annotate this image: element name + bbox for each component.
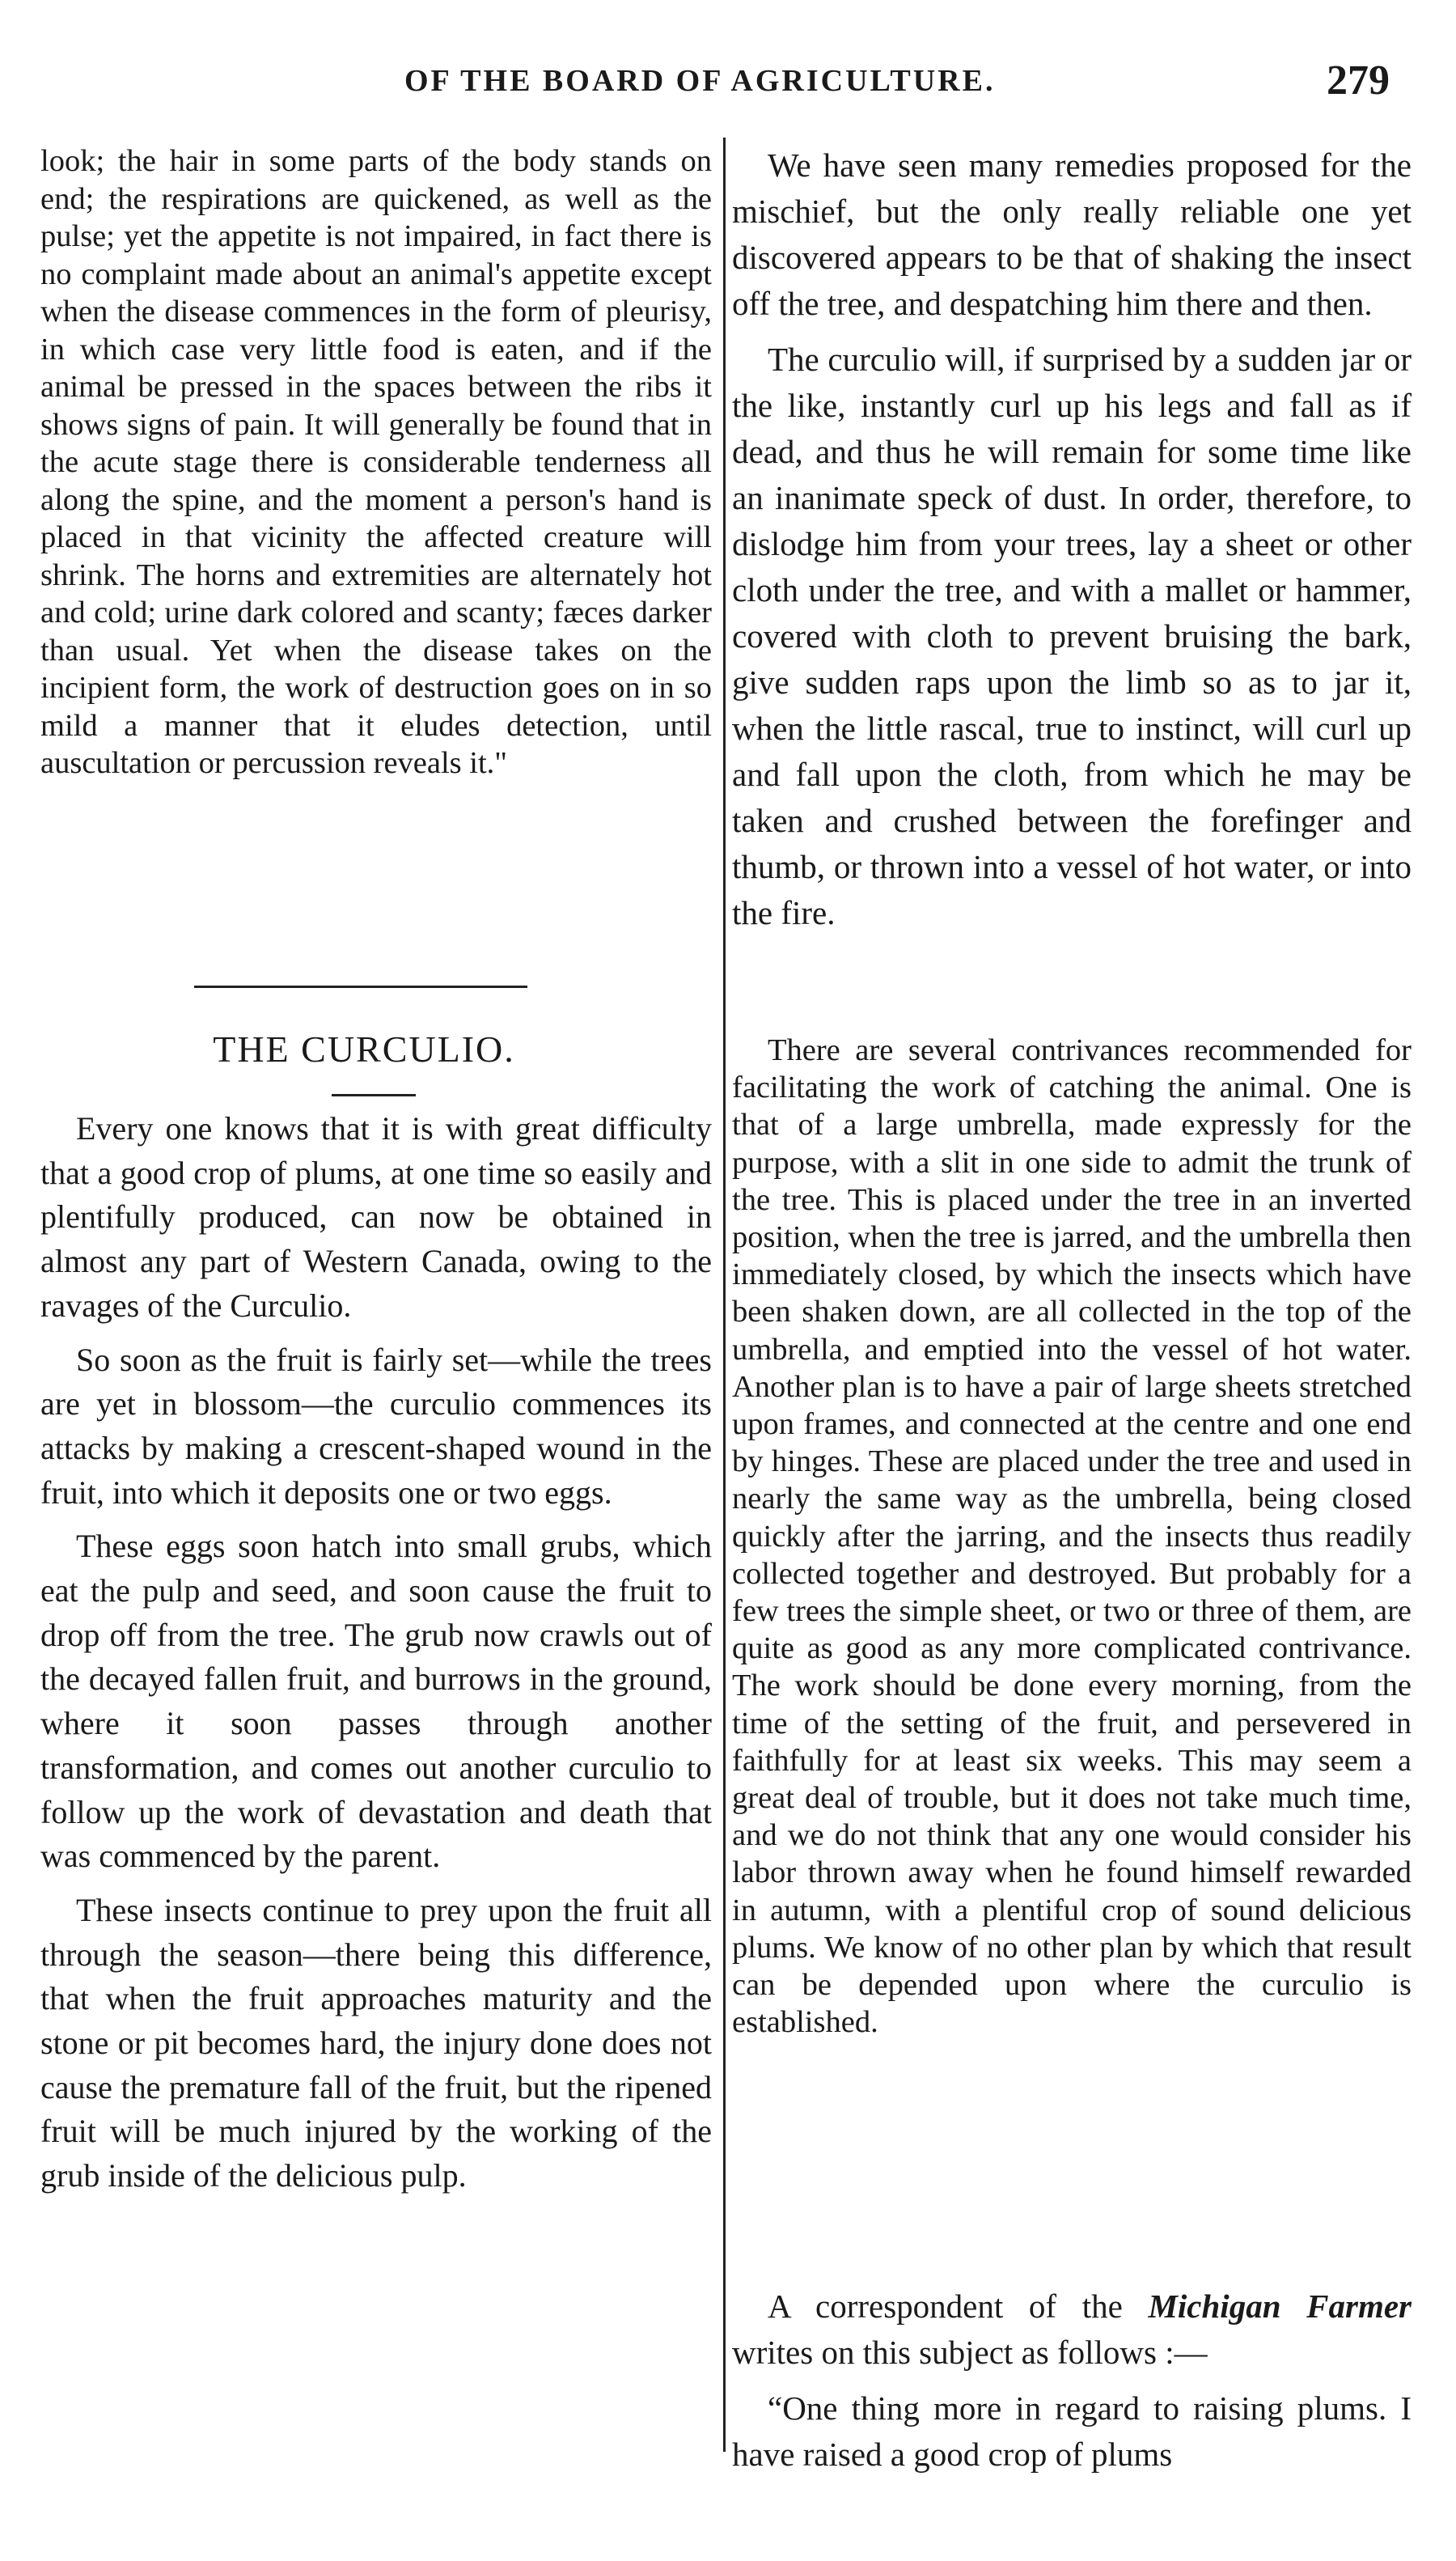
section-title: THE CURCULIO. — [213, 1028, 515, 1070]
left-column-continuation — [40, 142, 712, 782]
column-divider — [723, 138, 726, 2452]
article-paragraph: These eggs soon hatch into small grubs, which eat the pulp and seed, and soon cause the fruit to drop off from the tree. The grub now crawls out of the decayed fallen fruit, and burrows in the ground, where it soon passes through another transformation, and comes out another curculio to follow up the work of devastation and death that was commenced by the parent. — [40, 1528, 712, 1875]
left-column-article — [40, 1107, 712, 2208]
article-paragraph: There are several contrivances recommended for facilitating the work of catching the animal. One is that of a large umbrella, made expressly for the purpose, with a slit in one side to admit the trunk of the tree. This is placed under the tree in an inverted position, when the tree is jarred, and the umbrella then immediately closed, by which the insects which have been shaken down, are all collected in the top of the umbrella, and emptied into the vessel of hot water. Another plan is to have a pair of large sheets stretched upon frames, and connected at the centre and one end by hinges. These are placed under the tree and used in nearly the same way as the umbrella, being closed quickly after the jarring, and the insects thus readily collected together and destroyed. But probably for a few trees the simple sheet, or two or three of them, are quite as good as any more complicated contrivance. The work should be done every morning, from the time of the setting of the fruit, and persevered in faithfully for at least six weeks. This may seem a great deal of trouble, but it does not take much time, and we do not think that any one would consider his labor thrown away when he found himself rewarded in autumn, with a plentiful crop of sound delicious plums. We know of no other plan by which that result can be depended upon where the curculio is established. — [732, 1033, 1412, 2040]
running-head: OF THE BOARD OF AGRICULTURE. — [404, 64, 996, 98]
article-paragraph: These insects continue to prey upon the fruit all through the season—there being this difference, that when the fruit approaches maturity and the stone or pit becomes hard, the injury done does not cause the premature fall of the fruit, but the ripened fruit will be much injured by the working of the grub inside of the delicious pulp. — [40, 1891, 712, 2194]
continuation-paragraph: look; the hair in some parts of the body stands on end; the respirations are quickened, as well as the pulse; yet the appetite is not impaired, in fact there is no complaint made about an animal's appetite except when the disease commences in the form of pleurisy, in which case very little food is eaten, and if the animal be pressed in the spaces between the ribs it shows signs of pain. It will generally be found that in the acute stage there is considerable tenderness all along the spine, and the moment a person's hand is placed in that vicinity the affected creature will shrink. The horns and extremities are alternately hot and cold; urine dark colored and scanty; fæces darker than usual. Yet when the disease takes on the incipient form, the work of destruction goes on in so mild a manner that it eludes detection, until auscultation or percussion reveals it." — [40, 144, 712, 780]
correspondent-intro: A correspondent of the — [768, 2288, 1149, 2325]
article-paragraph: Every one knows that it is with great difficulty that a good crop of plums, at one time so easily and plentifully produced, can now be obtained in almost any part of Western Canada, owing to the ravages of the Curculio. — [40, 1110, 712, 1324]
article-paragraph: The curculio will, if surprised by a sudden jar or the like, instantly curl up his legs and fall as if dead, and thus he will remain for some time like an inanimate speck of dust. In order, therefore, to dislodge him from your trees, lay a sheet or other cloth under the tree, and with a mallet or hammer, covered with cloth to prevent bruising the bark, give sudden raps upon the limb so as to jar it, when the little rascal, true to instinct, will curl up and fall upon the cloth, from which he may be taken and crushed between the forefinger and thumb, or thrown into a vessel of hot water, or into the fire. — [732, 341, 1412, 931]
right-column-top — [732, 142, 1412, 946]
correspondent-outro: writes on this subject as follows :— — [732, 2334, 1208, 2371]
page-header — [0, 57, 1456, 113]
quoted-letter-start: “One thing more in regard to raising plums. I have raised a good crop of plums — [732, 2389, 1412, 2473]
right-column-middle — [732, 1032, 1412, 2041]
title-underline-rule — [332, 1094, 416, 1096]
correspondent-paragraph — [732, 2283, 1412, 2376]
article-paragraph: We have seen many remedies proposed for the mischief, but the only really reliable one yet discovered appears to be that of shaking the insect off the tree, and despatching him there and then. — [732, 146, 1412, 322]
source-publication: Michigan Farmer — [1148, 2288, 1412, 2325]
right-column-bottom — [732, 2283, 1412, 2487]
section-separator-rule — [194, 986, 527, 988]
page-number: 279 — [1327, 57, 1390, 104]
article-paragraph: So soon as the fruit is fairly set—while the trees are yet in blossom—the curculio commences its attacks by making a crescent-shaped wound in the fruit, into which it deposits one or two eggs. — [40, 1341, 712, 1511]
